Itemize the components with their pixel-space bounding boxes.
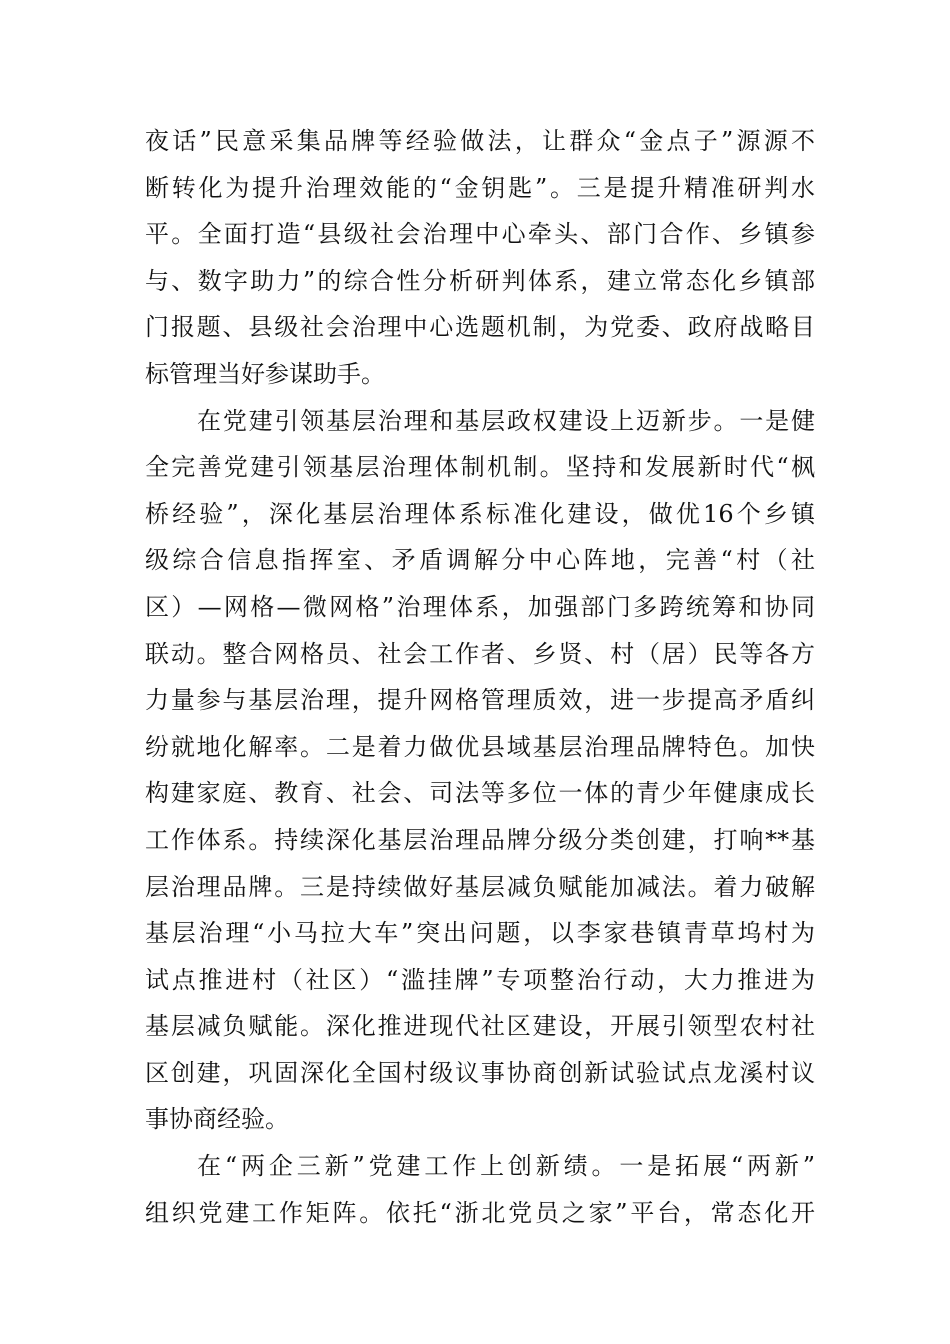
text-line: 工作体系。持续深化基层治理品牌分级分类创建，打响**基 [145, 825, 815, 854]
text-line: 事协商经验。 [145, 1105, 289, 1134]
text-line: 区）—网格—微网格”治理体系，加强部门多跨统筹和协同 [145, 592, 815, 621]
text-line: 夜话”民意采集品牌等经验做法，让群众“金点子”源源不 [145, 127, 815, 155]
paragraph-start-line: 在党建引领基层治理和基层政权建设上迈新步。一是健 [197, 406, 815, 435]
text-line: 门报题、县级社会治理中心选题机制，为党委、政府战略目 [145, 313, 815, 342]
text-line: 级综合信息指挥室、矛盾调解分中心阵地，完善“村（社 [145, 546, 815, 575]
text-line: 构建家庭、教育、社会、司法等多位一体的青少年健康成长 [145, 779, 815, 808]
text-line: 基层减负赋能。深化推进现代社区建设，开展引领型农村社 [145, 1012, 815, 1041]
text-line: 与、数字助力”的综合性分析研判体系，建立常态化乡镇部 [145, 266, 815, 295]
text-line: 力量参与基层治理，提升网格管理质效，进一步提高矛盾纠 [145, 686, 815, 715]
text-line: 桥经验”，深化基层治理体系标准化建设，做优16个乡镇 [145, 499, 815, 528]
text-line: 平。全面打造“县级社会治理中心牵头、部门合作、乡镇参 [145, 220, 815, 249]
text-line: 试点推进村（社区）“滥挂牌”专项整治行动，大力推进为 [145, 965, 815, 994]
text-line: 标管理当好参谋助手。 [145, 359, 385, 388]
text-line: 区创建，巩固深化全国村级议事协商创新试验试点龙溪村议 [145, 1058, 815, 1087]
text-line: 联动。整合网格员、社会工作者、乡贤、村（居）民等各方 [145, 639, 815, 668]
text-line: 基层治理“小马拉大车”突出问题，以李家巷镇青草坞村为 [145, 919, 815, 948]
text-line: 纷就地化解率。二是着力做优县域基层治理品牌特色。加快 [145, 732, 815, 761]
paragraph-start-line: 在“两企三新”党建工作上创新绩。一是拓展“两新” [197, 1152, 815, 1181]
text-line: 组织党建工作矩阵。依托“浙北党员之家”平台，常态化开 [145, 1198, 815, 1227]
text-line: 层治理品牌。三是持续做好基层减负赋能加减法。着力破解 [145, 872, 815, 901]
document-body [145, 118, 815, 1236]
text-line: 全完善党建引领基层治理体制机制。坚持和发展新时代“枫 [145, 453, 815, 482]
text-line: 断转化为提升治理效能的“金钥匙”。三是提升精准研判水 [145, 173, 815, 202]
